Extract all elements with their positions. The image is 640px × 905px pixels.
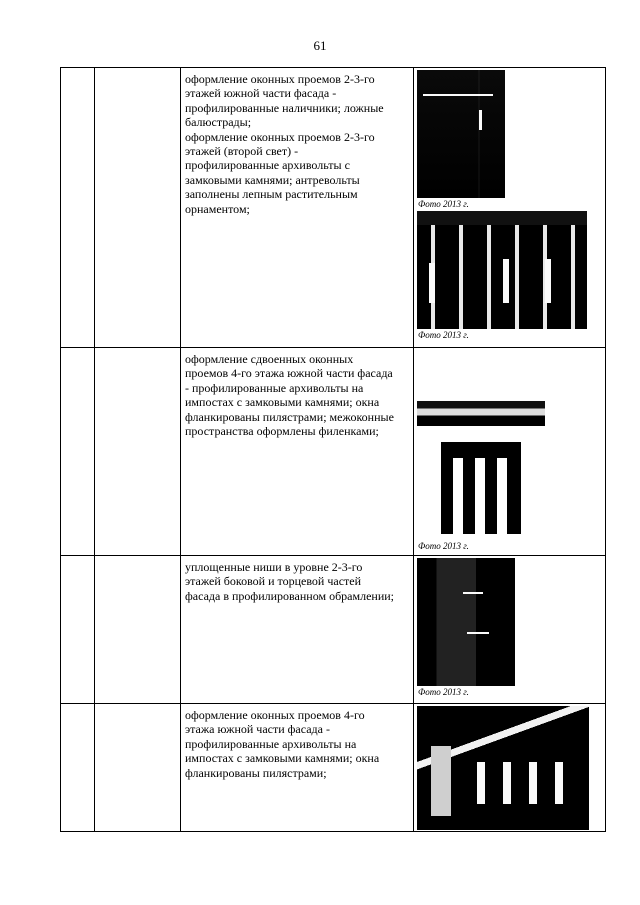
number-cell [61, 348, 95, 556]
photo-caption: Фото 2013 г. [418, 687, 469, 697]
table-row [61, 348, 606, 556]
photo-cell [414, 348, 606, 556]
description-line: оформление сдвоенных оконных [185, 352, 354, 366]
table-row [61, 556, 606, 704]
description-line: этажей южной части фасада - [185, 86, 337, 101]
description-line: балюстрады; [185, 115, 252, 130]
facade-photo [417, 558, 515, 686]
description-line: фланкированы пилястрами; межоконные [185, 409, 394, 424]
description-line: этажа южной части фасада - [185, 722, 330, 737]
description-cell [181, 348, 414, 556]
facade-photo [417, 211, 587, 329]
description-line: фланкированы пилястрами; [185, 765, 327, 780]
description-cell [181, 704, 414, 832]
description-line: фасада в профилированном обрамлении; [185, 588, 395, 603]
description-line: оформление оконных проемов 2-3-го [185, 129, 375, 144]
description-line: оформление оконных проемов 4-го [185, 708, 365, 722]
photo-caption: Фото 2013 г. [418, 199, 469, 209]
description-line: импостах с замковыми камнями; окна [185, 751, 380, 766]
photo-cell [414, 704, 606, 832]
description-line: проемов 4-го этажа южной части фасада [185, 366, 393, 381]
description-line: замковыми камнями; антревольты [185, 172, 360, 187]
description-line: уплощенные ниши в уровне 2-3-го [185, 560, 363, 574]
number-cell [61, 556, 95, 704]
description-line: этажей (второй свет) - [185, 144, 299, 159]
description-line: - профилированные архивольты на [185, 380, 364, 395]
description-cell [181, 68, 414, 348]
description-line: орнаментом; [185, 201, 250, 216]
facade-photo [417, 362, 545, 540]
name-cell [95, 348, 181, 556]
photo-cell [414, 68, 606, 348]
page-number: 61 [313, 38, 327, 53]
description-line: профилированные архивольты с [185, 158, 350, 173]
description-line: оформление оконных проемов 2-3-го [185, 72, 375, 86]
table-row [61, 68, 606, 348]
number-cell [61, 704, 95, 832]
facade-photo [417, 70, 505, 198]
photo-caption: Фото 2013 г. [418, 330, 469, 340]
description-line: этажей боковой и торцевой частей [185, 574, 362, 589]
number-cell [61, 68, 95, 348]
monument-elements-table [60, 67, 606, 832]
name-cell [95, 704, 181, 832]
table-row [61, 704, 606, 832]
description-line: пространства оформлены филенками; [185, 424, 379, 439]
facade-photo [417, 706, 589, 830]
description-line: импостах с замковыми камнями; окна [185, 395, 380, 410]
name-cell [95, 556, 181, 704]
description-line: профилированные наличники; ложные [185, 100, 384, 115]
photo-cell [414, 556, 606, 704]
description-line: профилированные архивольты на [185, 736, 357, 751]
description-cell [181, 556, 414, 704]
photo-caption: Фото 2013 г. [418, 541, 469, 551]
name-cell [95, 68, 181, 348]
description-line: заполнены лепным растительным [185, 187, 358, 202]
